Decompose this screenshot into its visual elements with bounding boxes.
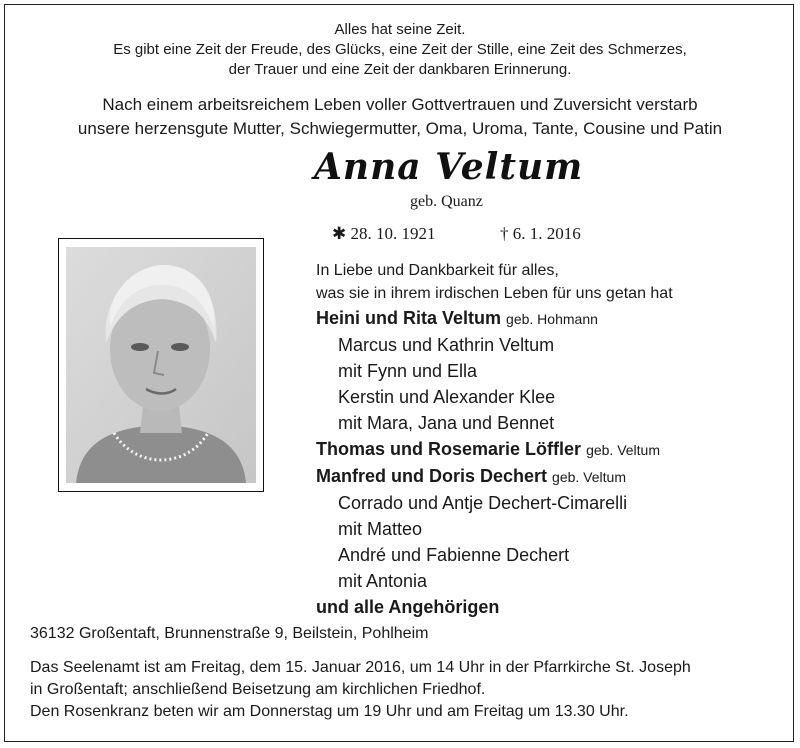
intro-line: unsere herzensgute Mutter, Schwiegermutter, Oma, Uroma, Tante, Cousine und Patin (77, 119, 723, 138)
notice-line: Das Seelenamt ist am Freitag, dem 15. Januar 2016, um 14 Uhr in der Pfarrkirche St. Joseph (30, 659, 691, 676)
death-date: † 6. 1. 2016 (500, 224, 581, 243)
family-entry: Thomas und Rosemarie Löffler geb. Veltum (316, 439, 660, 459)
intro-text (0, 93, 800, 141)
poem-line: der Trauer und eine Zeit der dankbaren Erinnerung. (228, 61, 572, 78)
thanks-line: In Liebe und Dankbarkeit für alles, (316, 262, 559, 279)
poem-line: Alles hat seine Zeit. (334, 21, 466, 38)
family-entry: Heini und Rita Veltum geb. Hohmann (316, 308, 598, 328)
family-entry: mit Fynn und Ella (338, 361, 478, 381)
thanks-line: was sie in ihrem irdischen Leben für uns getan hat (316, 285, 673, 302)
deceased-name: Anna Veltum (314, 146, 584, 188)
family-entry: Corrado und Antje Dechert-Cimarelli (338, 493, 628, 513)
portrait-image (66, 247, 256, 483)
family-entry: Kerstin und Alexander Klee (338, 387, 556, 407)
family-entry: André und Fabienne Dechert (338, 545, 570, 565)
address: 36132 Großentaft, Brunnenstraße 9, Beilstein, Pohlheim (30, 625, 429, 642)
family-entry: mit Antonia (338, 571, 428, 591)
family-entry: mit Mara, Jana und Bennet (338, 413, 555, 433)
family-entry: und alle Angehörigen (316, 597, 500, 617)
intro-line: Nach einem arbeitsreichem Leben voller Gottvertrauen und Zuversicht verstarb (102, 95, 698, 114)
poem-line: Es gibt eine Zeit der Freude, des Glücks, eine Zeit der Stille, eine Zeit des Schmerzes, (113, 41, 687, 58)
notice-line: Den Rosenkranz beten wir am Donnerstag um 19 Uhr und am Freitag um 13.30 Uhr. (30, 703, 629, 720)
birth-name: geb. Quanz (410, 193, 483, 210)
notice-line: in Großentaft; anschließend Beisetzung am kirchlichen Friedhof. (30, 681, 486, 698)
funeral-notice (30, 657, 720, 723)
family-entry: mit Matteo (338, 519, 423, 539)
portrait-photo (58, 238, 264, 492)
portrait-illustration (66, 247, 256, 483)
thanks-text (316, 259, 673, 305)
birth-date: ✱ 28. 10. 1921 (332, 224, 436, 243)
family-list (316, 305, 660, 620)
poem (0, 20, 800, 80)
family-entry: Marcus und Kathrin Veltum (338, 335, 555, 355)
family-entry: Manfred und Doris Dechert geb. Veltum (316, 466, 626, 486)
